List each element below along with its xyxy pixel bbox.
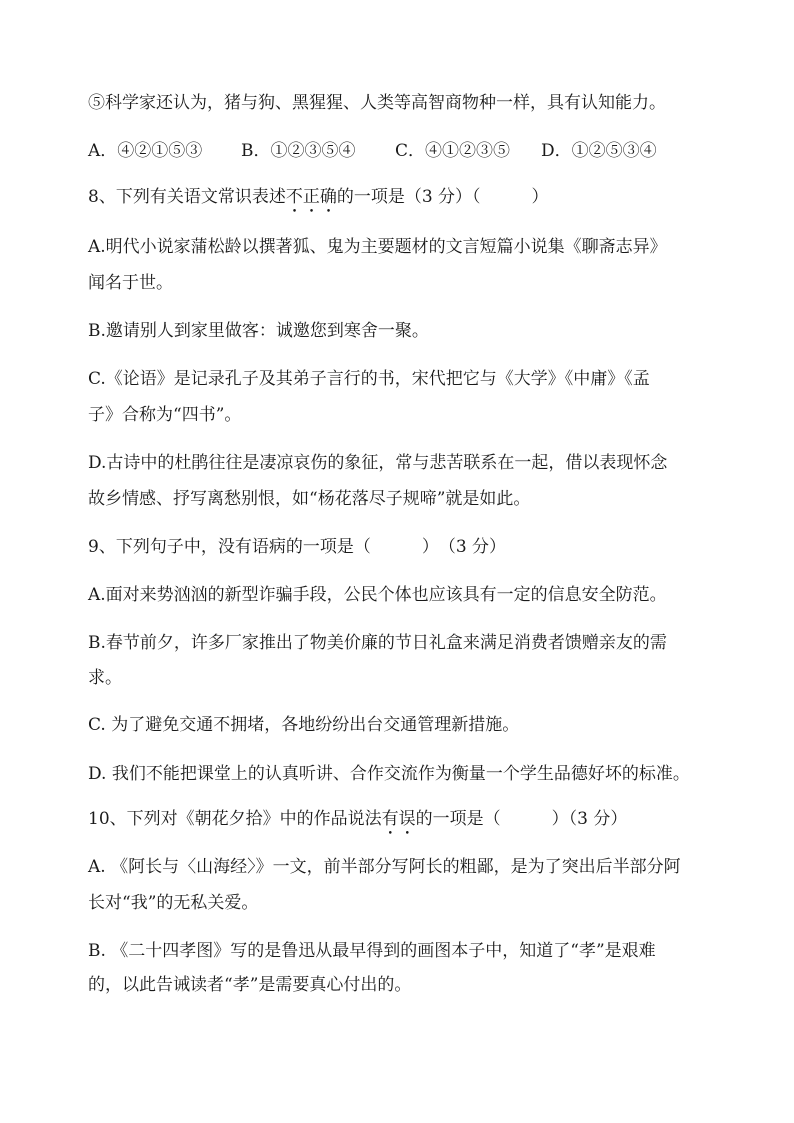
q7-option-a: A．④②①⑤③ — [88, 141, 203, 161]
q10-stem-prefix: 10、下列对《朝花夕拾》中的作品说法 — [88, 809, 382, 829]
q9-option-c: C. 为了避免交通不拥堵，各地纷纷出台交通管理新措施。 — [88, 715, 520, 735]
q10-option-b-line2: 的，以此告诫读者“孝”是需要真心付出的。 — [88, 975, 412, 995]
q7-option-c: C．④①②③⑤ — [395, 141, 511, 161]
q10-option-b-line1: B. 《二十四孝图》写的是鲁迅从最早得到的画图本子中，知道了“孝”是艰难 — [88, 941, 656, 961]
q8-option-d-line2: 故乡情感、抒写离愁别恨，如“杨花落尽子规啼”就是如此。 — [88, 489, 531, 509]
q8-option-a-line2: 闻名于世。 — [88, 273, 173, 293]
q9-option-b-line2: 求。 — [88, 668, 122, 688]
q10-stem — [88, 808, 627, 839]
q8-stem-prefix: 8、下列有关语文常识表述 — [88, 187, 286, 207]
q10-stem-suffix: 的一项是（ ）（3 分） — [415, 809, 628, 829]
q9-option-b-line1: B.春节前夕，许多厂家推出了物美价廉的节日礼盒来满足消费者馈赠亲友的需 — [88, 633, 667, 653]
q8-option-b: B.邀请别人到家里做客：诚邀您到寒舍一聚。 — [88, 321, 429, 341]
q8-stem — [88, 186, 549, 217]
q8-stem-emphasis: 不正确 — [285, 187, 337, 207]
q10-stem-emphasis: 有误 — [381, 809, 416, 829]
q9-option-a: A.面对来势汹汹的新型诈骗手段，公民个体也应该具有一定的信息安全防范。 — [88, 585, 667, 605]
q8-option-a-line1: A.明代小说家蒲松龄以撰著狐、鬼为主要题材的文言短篇小说集《聊斋志异》 — [88, 237, 667, 257]
q7-option-d: D．①②⑤③④ — [541, 141, 657, 161]
q9-stem: 9、下列句子中，没有语病的一项是（ ） （3 分） — [88, 537, 507, 557]
q9-option-d: D. 我们不能把课堂上的认真听讲、合作交流作为衡量一个学生品德好坏的标准。 — [88, 764, 690, 784]
q10-option-a-line2: 长对“我”的无私关爱。 — [88, 893, 259, 913]
q7-option-b: B．①②③⑤④ — [241, 141, 356, 161]
q7-options — [88, 140, 657, 162]
q8-option-c-line2: 子》合称为“四书”。 — [88, 405, 242, 425]
q8-option-d-line1: D.古诗中的杜鹃往往是凄凉哀伤的象征，常与悲苦联系在一起，借以表现怀念 — [88, 453, 668, 473]
q8-stem-suffix: 的一项是（3 分）（ ） — [336, 187, 549, 207]
q8-option-c-line1: C.《论语》是记录孔子及其弟子言行的书，宋代把它与《大学》《中庸》《孟 — [88, 369, 650, 389]
q7-statement-5: ⑤科学家还认为，猪与狗、黑猩猩、人类等高智商物种一样，具有认知能力。 — [88, 93, 666, 113]
q10-option-a-line1: A. 《阿长与〈山海经〉》一文，前半部分写阿长的粗鄙，是为了突出后半部分阿 — [88, 857, 681, 877]
